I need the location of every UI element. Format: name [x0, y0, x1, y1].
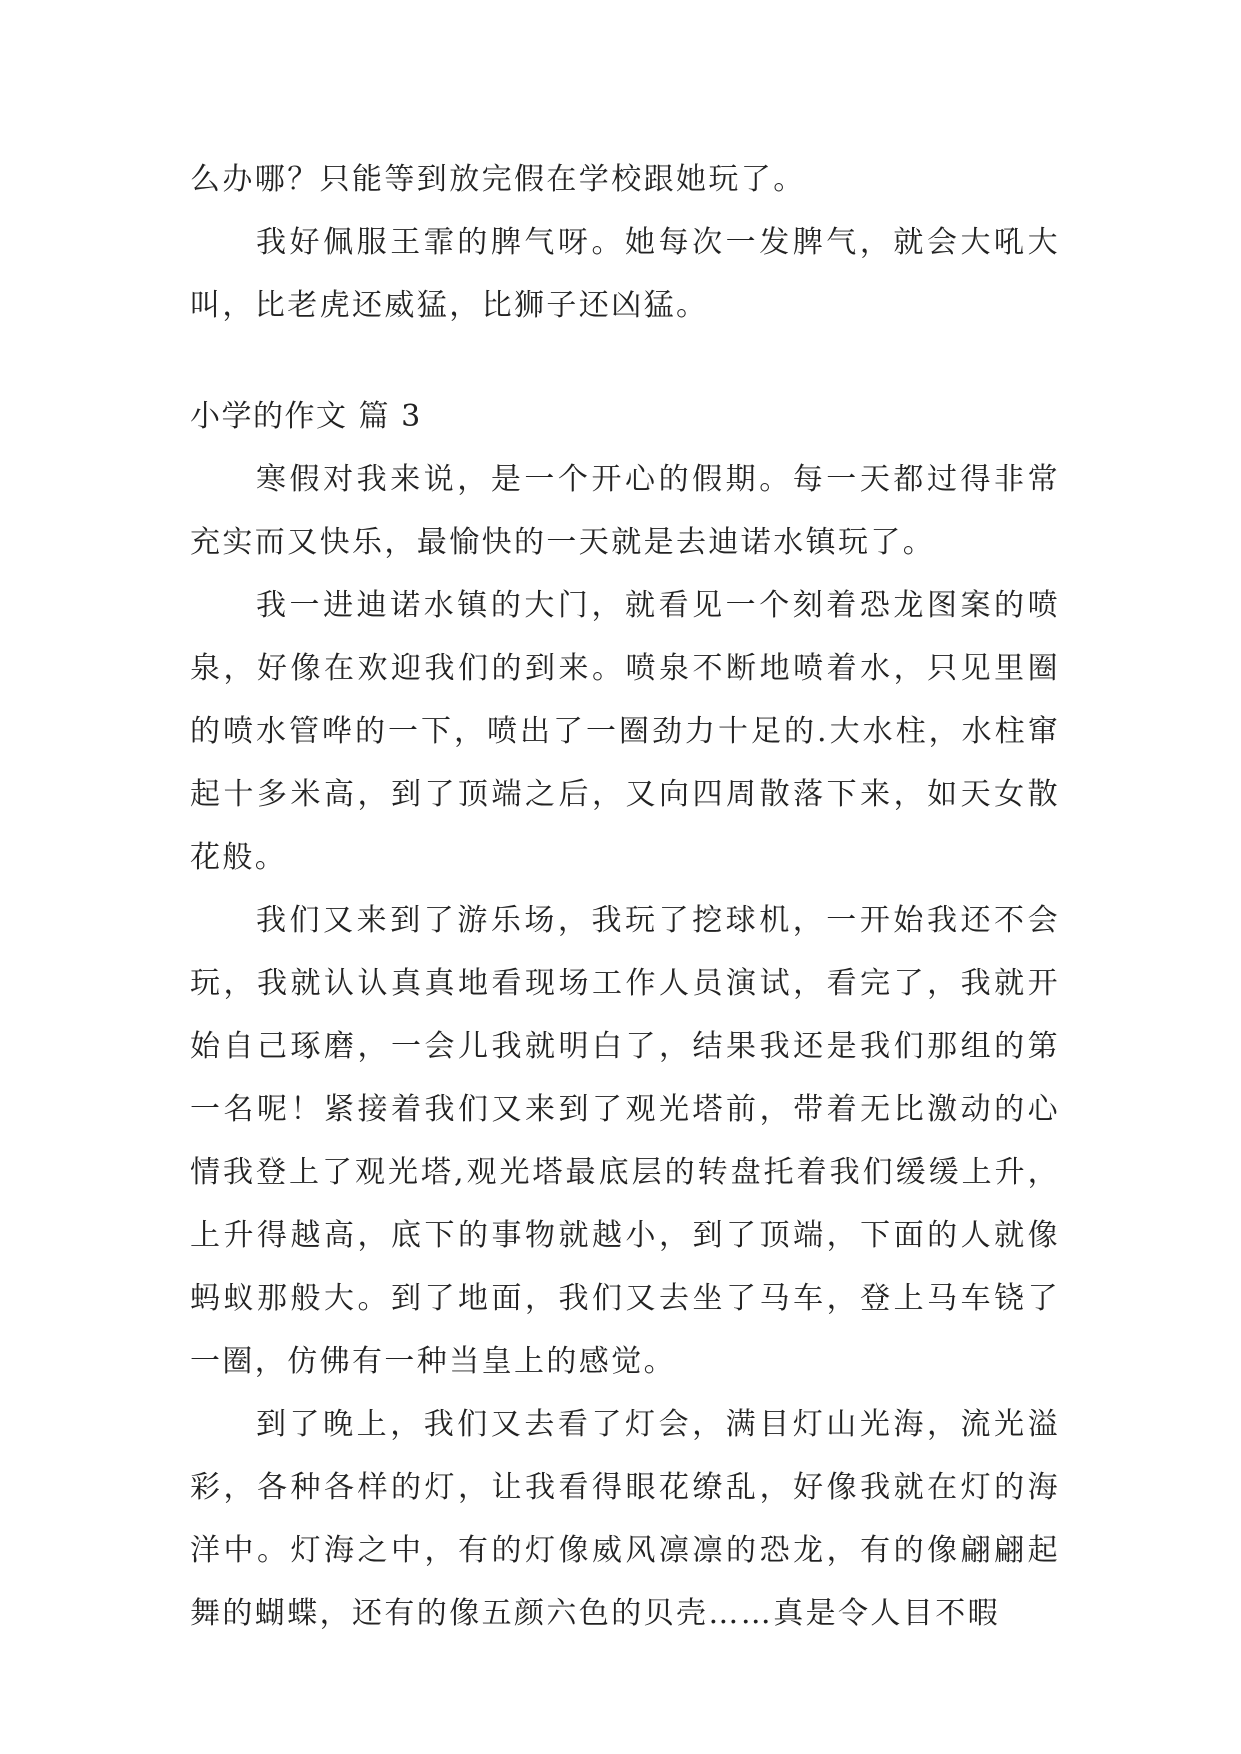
paragraph-fountain: 我一进迪诺水镇的大门，就看见一个刻着恐龙图案的喷泉，好像在欢迎我们的到来。喷泉不断地喷着水，只见里圈的喷水管哗的一下，喷出了一圈劲力十足的.大水柱，水柱窜起十多米高，到了顶端之后，又向四周散落下来，如天女散花般。 [190, 588, 1060, 875]
section-heading: 小学的作文 篇 3 [190, 399, 422, 434]
document-body [190, 148, 1060, 1645]
paragraph-lantern-show: 到了晚上，我们又去看了灯会，满目灯山光海，流光溢彩，各种各样的灯，让我看得眼花缭乱，好像我就在灯的海洋中。灯海之中，有的灯像威风凛凛的恐龙，有的像翩翩起舞的蝴蝶，还有的像五颜六色的贝壳……真是令人目不暇 [190, 1407, 1060, 1631]
paragraph-amusement-park: 我们又来到了游乐场，我玩了挖球机，一开始我还不会玩，我就认认真真地看现场工作人员演试，看完了，我就开始自己琢磨，一会儿我就明白了，结果我还是我们那组的第一名呢！紧接着我们又来到了观光塔前，带着无比激动的心情我登上了观光塔,观光塔最底层的转盘托着我们缓缓上升，上升得越高，底下的事物就越小，到了顶端，下面的人就像蚂蚁那般大。到了地面，我们又去坐了马车，登上马车铙了一圈，仿佛有一种当皇上的感觉。 [190, 903, 1060, 1379]
paragraph-winter-break: 寒假对我来说，是一个开心的假期。每一天都过得非常充实而又快乐，最愉快的一天就是去迪诺水镇玩了。 [190, 462, 1060, 560]
paragraph-temper: 我好佩服王霏的脾气呀。她每次一发脾气，就会大吼大叫，比老虎还威猛，比狮子还凶猛。 [190, 225, 1060, 323]
paragraph-continuation: 么办哪？只能等到放完假在学校跟她玩了。 [190, 162, 806, 197]
section-gap [190, 337, 1060, 385]
